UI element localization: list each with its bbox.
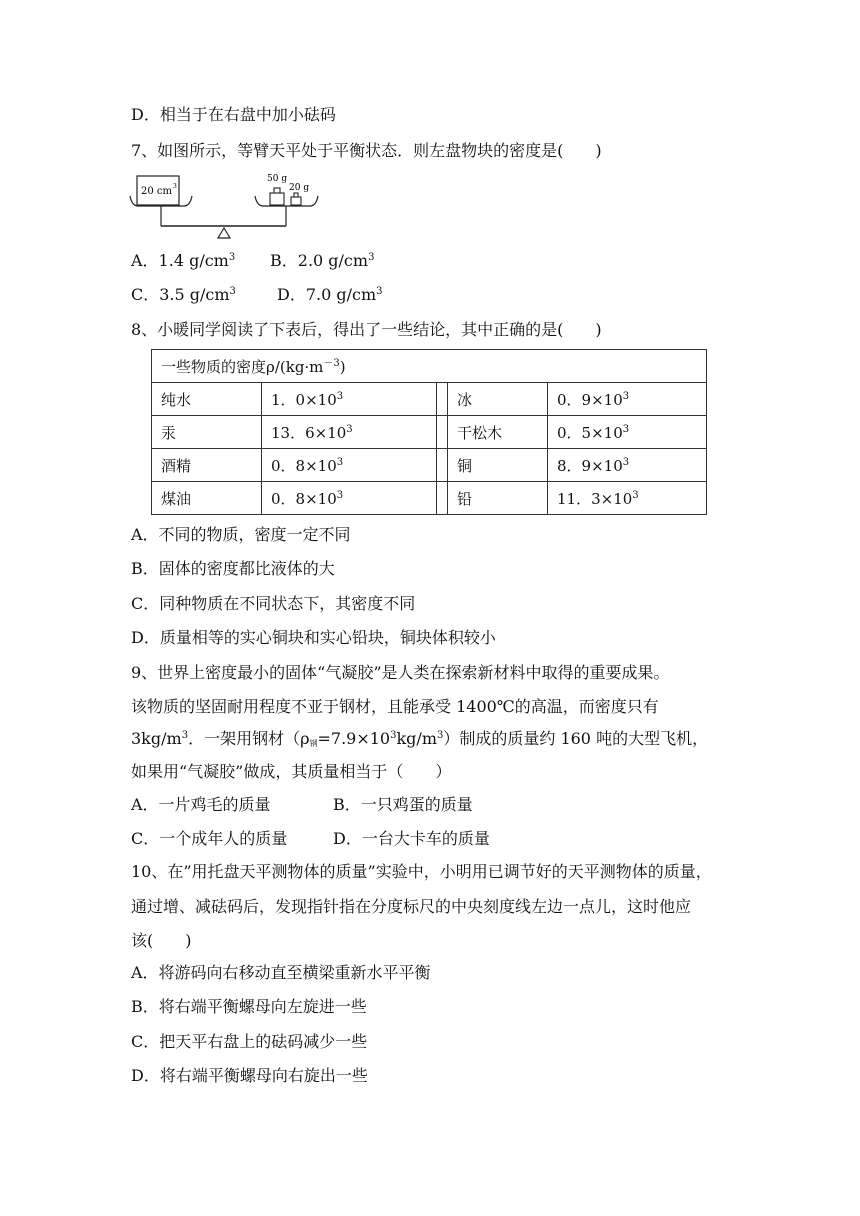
substance-name: 铅 [448, 482, 548, 515]
q10-line-1: 10、在”用托盘天平测物体的质量”实验中，小明用已调节好的天平测物体的质量， [131, 862, 712, 881]
table-row [152, 416, 707, 449]
q10-option-c: C．把天平右盘上的砝码减少一些 [131, 1032, 368, 1051]
q6-option-d: D．相当于在右盘中加小砝码 [131, 105, 336, 124]
q9-option-a: A．一片鸡毛的质量 [131, 795, 271, 814]
q7-option-a: A．1.4 $g/cm^3$ [131, 251, 236, 270]
table-row [152, 449, 707, 482]
q8-option-c: C．同种物质在不同状态下，其密度不同 [131, 594, 416, 613]
table-gap [437, 416, 448, 449]
substance-name: 煤油 [152, 482, 262, 515]
density-value: 0．$8\times 10^3$ [262, 482, 437, 515]
block-label-sup: 3 [173, 183, 177, 190]
table-title: 一些物质的密度$\rho/(kg\cdot m^{-3})$ [152, 350, 707, 383]
density-value: 11．$3\times 10^3$ [548, 482, 707, 515]
table-title-row [152, 350, 707, 383]
q8-stem: 8、小暖同学阅读了下表后，得出了一些结论，其中正确的是( ) [131, 320, 602, 339]
substance-name: 冰 [448, 383, 548, 416]
balance-diagram [128, 171, 328, 243]
q9-line-3: $3kg/m^3$．一架用钢材$(\rho_钢=7.9\times 10^3kg/m^3)$制成的质量约 160 吨的大型飞机， [131, 729, 709, 748]
density-table [151, 349, 707, 515]
q10-line-2: 通过增、减砝码后，发现指针指在分度标尺的中央刻度线左边一点儿，这时他应 [131, 897, 692, 916]
substance-name: 干松木 [448, 416, 548, 449]
fulcrum-triangle [218, 228, 230, 238]
density-value: 8．$9\times 10^3$ [548, 449, 707, 482]
q7-option-c: C．3.5 $g/cm^3$ [131, 285, 236, 304]
density-value: 13．$6\times 10^3$ [262, 416, 437, 449]
table-gap [437, 383, 448, 416]
substance-name: 铜 [448, 449, 548, 482]
q8-option-b: B．固体的密度都比液体的大 [131, 559, 335, 578]
table-row [152, 482, 707, 515]
q8-option-a: A．不同的物质，密度一定不同 [131, 525, 351, 544]
q10-line-3: 该( ) [131, 931, 192, 950]
q8-option-d: D．质量相等的实心铜块和实心铅块，铜块体积较小 [131, 628, 496, 647]
q7-stem: 7、如图所示，等臂天平处于平衡状态．则左盘物块的密度是( ) [131, 141, 602, 160]
block-label: 20 cm [141, 186, 172, 197]
table-row [152, 383, 707, 416]
q9-line-1: 9、世界上密度最小的固体“气凝胶”是人类在探索新材料中取得的重要成果。 [131, 663, 670, 682]
substance-name: 汞 [152, 416, 262, 449]
weight-50g-label: 50 g [267, 174, 288, 184]
table-gap [437, 449, 448, 482]
q7-option-b: B．2.0 $g/cm^3$ [270, 251, 375, 270]
density-value: 0．$5\times 10^3$ [548, 416, 707, 449]
table-gap [437, 482, 448, 515]
q10-option-a: A．将游码向右移动直至横梁重新水平平衡 [131, 963, 431, 982]
weight-50g-shape [270, 193, 284, 205]
density-value: 0．$9\times 10^3$ [548, 383, 707, 416]
density-value: 1．$0\times 10^3$ [262, 383, 437, 416]
weight-20g-label: 20 g [289, 183, 310, 193]
q9-option-d: D．一台大卡车的质量 [333, 829, 490, 848]
q10-option-b: B．将右端平衡螺母向左旋进一些 [131, 997, 367, 1016]
q9-line-2: 该物质的坚固耐用程度不亚于钢材，且能承受 1400℃的高温，而密度只有 [131, 697, 659, 716]
q9-option-b: B．一只鸡蛋的质量 [333, 795, 473, 814]
density-value: 0．$8\times 10^3$ [262, 449, 437, 482]
q7-option-d: D．7.0 $g/cm^3$ [277, 285, 383, 304]
substance-name: 酒精 [152, 449, 262, 482]
q9-line-4: 如果用“气凝胶”做成，其质量相当于（ ） [131, 762, 452, 781]
weight-20g-shape [291, 197, 301, 205]
balance-figure [128, 171, 328, 243]
substance-name: 纯水 [152, 383, 262, 416]
q10-option-d: D．将右端平衡螺母向右旋出一些 [131, 1066, 368, 1085]
q9-option-c: C．一个成年人的质量 [131, 829, 288, 848]
